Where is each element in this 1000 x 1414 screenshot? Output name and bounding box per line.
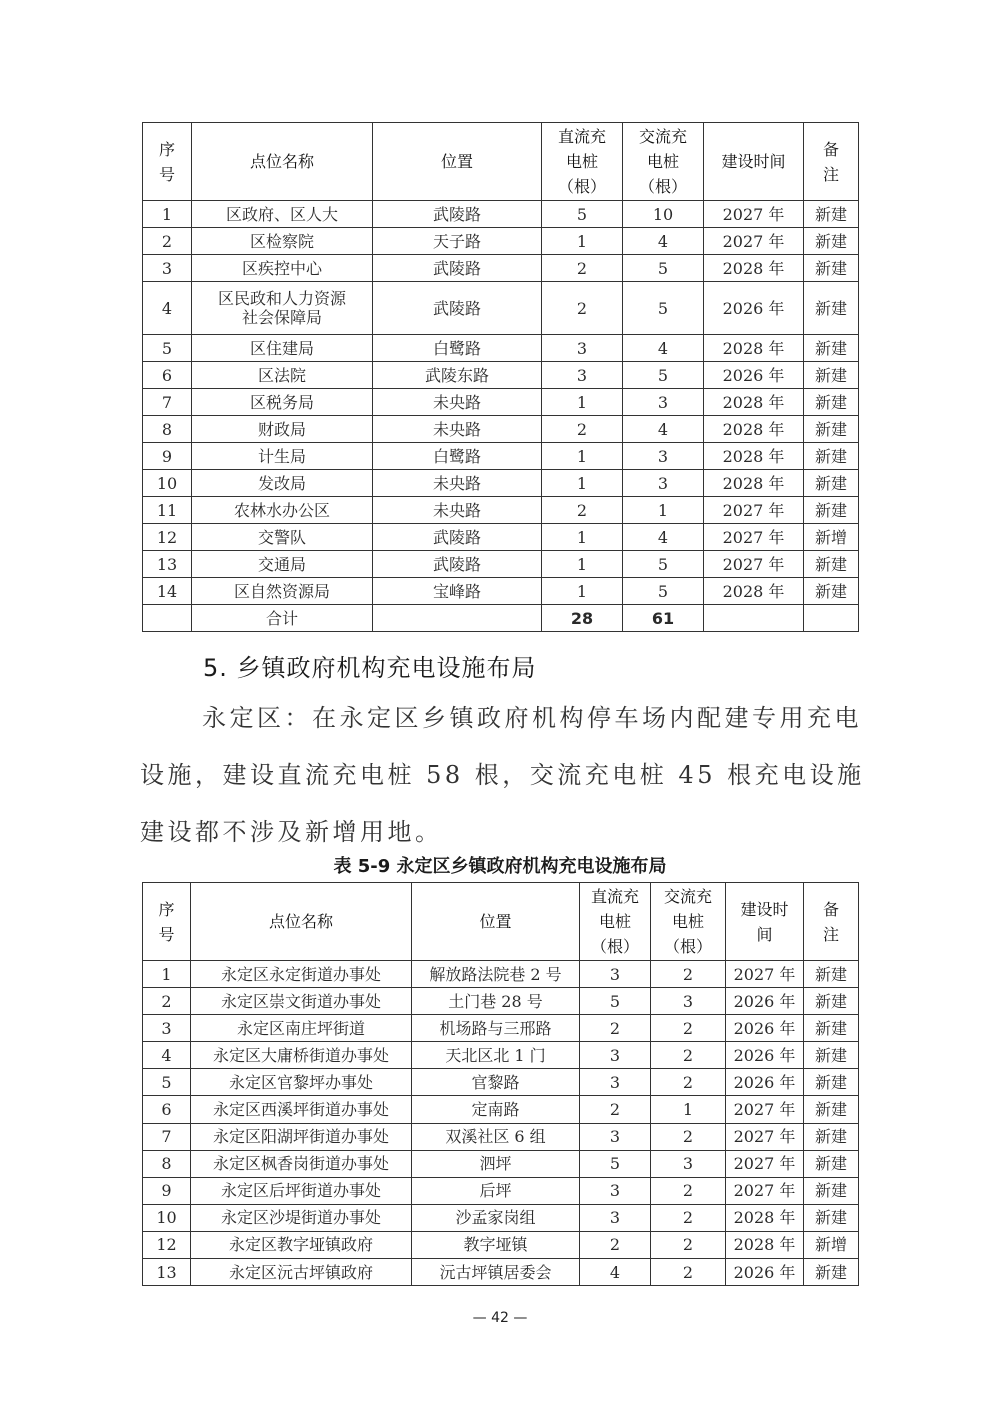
cell-site-name: 农林水办公区 bbox=[192, 497, 373, 524]
cell-location: 土门巷 28 号 bbox=[412, 988, 580, 1015]
cell-build-time: 2028 年 bbox=[704, 416, 804, 443]
cell-build-time: 2028 年 bbox=[726, 1204, 804, 1231]
cell-build-time: 2026 年 bbox=[726, 1042, 804, 1069]
cell-build-time: 2026 年 bbox=[704, 362, 804, 389]
cell-index: 10 bbox=[143, 470, 192, 497]
cell-dc-chargers: 3 bbox=[580, 1123, 651, 1150]
page-number: — 42 — bbox=[472, 1310, 528, 1326]
cell-index: 5 bbox=[143, 335, 192, 362]
cell-site-name: 永定区阳湖坪街道办事处 bbox=[191, 1123, 412, 1150]
total-time bbox=[704, 605, 804, 632]
cell-dc-chargers: 3 bbox=[542, 335, 623, 362]
cell-dc-chargers: 4 bbox=[580, 1259, 651, 1286]
cell-ac-chargers: 4 bbox=[623, 335, 704, 362]
cell-dc-chargers: 2 bbox=[542, 255, 623, 282]
cell-build-time: 2028 年 bbox=[704, 255, 804, 282]
cell-dc-chargers: 3 bbox=[580, 1204, 651, 1231]
cell-dc-chargers: 3 bbox=[580, 961, 651, 988]
table-row bbox=[143, 1123, 859, 1150]
cell-index: 14 bbox=[143, 578, 192, 605]
cell-remark: 新建 bbox=[804, 1177, 859, 1204]
cell-remark: 新建 bbox=[804, 1042, 859, 1069]
cell-location: 未央路 bbox=[373, 389, 542, 416]
cell-build-time: 2027 年 bbox=[726, 1177, 804, 1204]
cell-remark: 新建 bbox=[804, 389, 859, 416]
cell-location: 定南路 bbox=[412, 1096, 580, 1123]
cell-index: 13 bbox=[143, 1259, 191, 1286]
cell-location: 教字垭镇 bbox=[412, 1231, 580, 1258]
cell-site-name: 区住建局 bbox=[192, 335, 373, 362]
cell-build-time: 2026 年 bbox=[704, 282, 804, 335]
cell-build-time: 2026 年 bbox=[726, 1259, 804, 1286]
cell-dc-chargers: 5 bbox=[580, 1150, 651, 1177]
cell-dc-chargers: 3 bbox=[580, 1177, 651, 1204]
table-row bbox=[143, 1015, 859, 1042]
cell-site-name: 永定区永定街道办事处 bbox=[191, 961, 412, 988]
cell-dc-chargers: 3 bbox=[542, 362, 623, 389]
table-row bbox=[143, 282, 859, 335]
cell-index: 3 bbox=[143, 1015, 191, 1042]
cell-build-time: 2028 年 bbox=[704, 470, 804, 497]
cell-index: 4 bbox=[143, 282, 192, 335]
cell-site-name: 区民政和人力资源 社会保障局 bbox=[192, 282, 373, 335]
cell-ac-chargers: 2 bbox=[651, 1177, 726, 1204]
table-row bbox=[143, 988, 859, 1015]
cell-ac-chargers: 2 bbox=[651, 1231, 726, 1258]
cell-remark: 新建 bbox=[804, 1015, 859, 1042]
cell-dc-chargers: 1 bbox=[542, 470, 623, 497]
cell-dc-chargers: 1 bbox=[542, 389, 623, 416]
cell-build-time: 2027 年 bbox=[726, 1123, 804, 1150]
cell-location: 武陵路 bbox=[373, 255, 542, 282]
cell-dc-chargers: 1 bbox=[542, 524, 623, 551]
cell-location: 武陵路 bbox=[373, 524, 542, 551]
cell-index: 10 bbox=[143, 1204, 191, 1231]
table-row bbox=[143, 255, 859, 282]
total-remark bbox=[804, 605, 859, 632]
cell-build-time: 2026 年 bbox=[726, 1069, 804, 1096]
cell-ac-chargers: 5 bbox=[623, 578, 704, 605]
cell-index: 2 bbox=[143, 988, 191, 1015]
cell-site-name: 区疾控中心 bbox=[192, 255, 373, 282]
header-remark: 备 注 bbox=[804, 883, 859, 961]
cell-remark: 新建 bbox=[804, 443, 859, 470]
table-township-chargers bbox=[142, 882, 859, 1286]
cell-ac-chargers: 3 bbox=[623, 389, 704, 416]
cell-site-name: 永定区教字垭镇政府 bbox=[191, 1231, 412, 1258]
cell-index: 6 bbox=[143, 1096, 191, 1123]
table-row bbox=[143, 335, 859, 362]
cell-location: 武陵路 bbox=[373, 551, 542, 578]
cell-dc-chargers: 3 bbox=[580, 1042, 651, 1069]
cell-ac-chargers: 10 bbox=[623, 201, 704, 228]
cell-ac-chargers: 5 bbox=[623, 255, 704, 282]
cell-build-time: 2028 年 bbox=[704, 578, 804, 605]
cell-site-name: 永定区后坪街道办事处 bbox=[191, 1177, 412, 1204]
cell-ac-chargers: 5 bbox=[623, 551, 704, 578]
cell-build-time: 2027 年 bbox=[704, 551, 804, 578]
cell-remark: 新建 bbox=[804, 578, 859, 605]
cell-index: 8 bbox=[143, 1150, 191, 1177]
cell-dc-chargers: 2 bbox=[542, 497, 623, 524]
cell-index: 9 bbox=[143, 1177, 191, 1204]
cell-location: 白鹭路 bbox=[373, 335, 542, 362]
cell-site-name: 交警队 bbox=[192, 524, 373, 551]
header-index: 序 号 bbox=[143, 123, 192, 201]
cell-build-time: 2027 年 bbox=[704, 497, 804, 524]
cell-remark: 新建 bbox=[804, 988, 859, 1015]
cell-ac-chargers: 4 bbox=[623, 228, 704, 255]
cell-remark: 新建 bbox=[804, 362, 859, 389]
cell-index: 12 bbox=[143, 524, 192, 551]
cell-location: 机场路与三邢路 bbox=[412, 1015, 580, 1042]
cell-index: 12 bbox=[143, 1231, 191, 1258]
header-index: 序 号 bbox=[143, 883, 191, 961]
cell-location: 双溪社区 6 组 bbox=[412, 1123, 580, 1150]
table-row bbox=[143, 961, 859, 988]
cell-site-name: 区法院 bbox=[192, 362, 373, 389]
cell-site-name: 永定区枫香岗街道办事处 bbox=[191, 1150, 412, 1177]
table-row bbox=[143, 551, 859, 578]
cell-ac-chargers: 1 bbox=[651, 1096, 726, 1123]
table-row bbox=[143, 1042, 859, 1069]
cell-remark: 新建 bbox=[804, 961, 859, 988]
table-row bbox=[143, 228, 859, 255]
cell-site-name: 区检察院 bbox=[192, 228, 373, 255]
table-row bbox=[143, 1204, 859, 1231]
cell-location: 未央路 bbox=[373, 470, 542, 497]
cell-remark: 新建 bbox=[804, 1150, 859, 1177]
table-row bbox=[143, 1096, 859, 1123]
cell-site-name: 永定区西溪坪街道办事处 bbox=[191, 1096, 412, 1123]
cell-build-time: 2028 年 bbox=[726, 1231, 804, 1258]
cell-dc-chargers: 2 bbox=[580, 1015, 651, 1042]
table-row bbox=[143, 1069, 859, 1096]
cell-ac-chargers: 2 bbox=[651, 1259, 726, 1286]
cell-build-time: 2027 年 bbox=[704, 524, 804, 551]
cell-location: 武陵东路 bbox=[373, 362, 542, 389]
cell-site-name: 永定区沅古坪镇政府 bbox=[191, 1259, 412, 1286]
header-remark: 备 注 bbox=[804, 123, 859, 201]
cell-site-name: 永定区官黎坪办事处 bbox=[191, 1069, 412, 1096]
cell-dc-chargers: 2 bbox=[542, 416, 623, 443]
cell-ac-chargers: 2 bbox=[651, 1123, 726, 1150]
cell-ac-chargers: 4 bbox=[623, 524, 704, 551]
cell-dc-chargers: 2 bbox=[580, 1096, 651, 1123]
cell-ac-chargers: 2 bbox=[651, 961, 726, 988]
cell-index: 7 bbox=[143, 1123, 191, 1150]
cell-site-name: 永定区南庄坪街道 bbox=[191, 1015, 412, 1042]
cell-remark: 新建 bbox=[804, 1096, 859, 1123]
cell-remark: 新建 bbox=[804, 1259, 859, 1286]
cell-index: 1 bbox=[143, 961, 191, 988]
cell-remark: 新建 bbox=[804, 335, 859, 362]
cell-location: 天子路 bbox=[373, 228, 542, 255]
total-index bbox=[143, 605, 192, 632]
table-government-chargers bbox=[142, 122, 859, 632]
cell-build-time: 2027 年 bbox=[726, 1096, 804, 1123]
cell-dc-chargers: 2 bbox=[580, 1231, 651, 1258]
cell-site-name: 计生局 bbox=[192, 443, 373, 470]
total-ac: 61 bbox=[623, 605, 704, 632]
cell-ac-chargers: 3 bbox=[651, 988, 726, 1015]
cell-location: 宝峰路 bbox=[373, 578, 542, 605]
table-row bbox=[143, 470, 859, 497]
cell-build-time: 2026 年 bbox=[726, 988, 804, 1015]
cell-build-time: 2027 年 bbox=[704, 228, 804, 255]
table-row bbox=[143, 201, 859, 228]
cell-ac-chargers: 3 bbox=[623, 443, 704, 470]
cell-ac-chargers: 4 bbox=[623, 416, 704, 443]
cell-location: 泗坪 bbox=[412, 1150, 580, 1177]
cell-site-name: 区自然资源局 bbox=[192, 578, 373, 605]
cell-remark: 新建 bbox=[804, 228, 859, 255]
header-site-name: 点位名称 bbox=[191, 883, 412, 961]
cell-ac-chargers: 2 bbox=[651, 1069, 726, 1096]
cell-site-name: 区税务局 bbox=[192, 389, 373, 416]
section-heading: 5. 乡镇政府机构充电设施布局 bbox=[203, 654, 537, 682]
cell-dc-chargers: 5 bbox=[542, 201, 623, 228]
table-caption: 表 5-9 永定区乡镇政府机构充电设施布局 bbox=[333, 856, 667, 877]
header-ac-chargers: 交流充 电桩 （根） bbox=[651, 883, 726, 961]
cell-location: 天北区北 1 门 bbox=[412, 1042, 580, 1069]
cell-index: 6 bbox=[143, 362, 192, 389]
header-dc-chargers: 直流充 电桩 （根） bbox=[580, 883, 651, 961]
header-site-name: 点位名称 bbox=[192, 123, 373, 201]
cell-dc-chargers: 3 bbox=[580, 1069, 651, 1096]
table-row bbox=[143, 1150, 859, 1177]
header-build-time: 建设时间 bbox=[704, 123, 804, 201]
cell-remark: 新建 bbox=[804, 497, 859, 524]
cell-ac-chargers: 2 bbox=[651, 1015, 726, 1042]
cell-remark: 新建 bbox=[804, 416, 859, 443]
header-location: 位置 bbox=[412, 883, 580, 961]
cell-remark: 新增 bbox=[804, 1231, 859, 1258]
header-build-time: 建设时 间 bbox=[726, 883, 804, 961]
cell-dc-chargers: 1 bbox=[542, 228, 623, 255]
table-header-row bbox=[143, 123, 859, 201]
table-row bbox=[143, 497, 859, 524]
table-row bbox=[143, 416, 859, 443]
cell-ac-chargers: 3 bbox=[651, 1150, 726, 1177]
cell-ac-chargers: 1 bbox=[623, 497, 704, 524]
cell-location: 未央路 bbox=[373, 497, 542, 524]
cell-index: 7 bbox=[143, 389, 192, 416]
cell-index: 3 bbox=[143, 255, 192, 282]
cell-location: 后坪 bbox=[412, 1177, 580, 1204]
table-row bbox=[143, 524, 859, 551]
table-row bbox=[143, 1231, 859, 1258]
cell-build-time: 2028 年 bbox=[704, 389, 804, 416]
paragraph-text: 永定区：在永定区乡镇政府机构停车场内配建专用充电设施，建设直流充电桩 58 根，交流充电桩 45 根充电设施建设都不涉及新增用地。 bbox=[140, 704, 865, 846]
cell-remark: 新建 bbox=[804, 1123, 859, 1150]
section-paragraph bbox=[140, 690, 870, 861]
total-dc: 28 bbox=[542, 605, 623, 632]
cell-remark: 新建 bbox=[804, 1069, 859, 1096]
cell-site-name: 发改局 bbox=[192, 470, 373, 497]
cell-index: 9 bbox=[143, 443, 192, 470]
cell-remark: 新建 bbox=[804, 1204, 859, 1231]
cell-remark: 新建 bbox=[804, 470, 859, 497]
cell-site-name: 区政府、区人大 bbox=[192, 201, 373, 228]
cell-build-time: 2027 年 bbox=[726, 1150, 804, 1177]
table-row bbox=[143, 1259, 859, 1286]
cell-build-time: 2028 年 bbox=[704, 335, 804, 362]
cell-location: 武陵路 bbox=[373, 201, 542, 228]
cell-build-time: 2027 年 bbox=[704, 201, 804, 228]
cell-ac-chargers: 2 bbox=[651, 1204, 726, 1231]
header-dc-chargers: 直流充 电桩 （根） bbox=[542, 123, 623, 201]
table-row bbox=[143, 389, 859, 416]
cell-site-name: 财政局 bbox=[192, 416, 373, 443]
cell-remark: 新建 bbox=[804, 255, 859, 282]
cell-dc-chargers: 5 bbox=[580, 988, 651, 1015]
cell-index: 11 bbox=[143, 497, 192, 524]
cell-dc-chargers: 1 bbox=[542, 578, 623, 605]
cell-remark: 新增 bbox=[804, 524, 859, 551]
cell-remark: 新建 bbox=[804, 551, 859, 578]
cell-build-time: 2028 年 bbox=[704, 443, 804, 470]
cell-location: 白鹭路 bbox=[373, 443, 542, 470]
cell-index: 4 bbox=[143, 1042, 191, 1069]
cell-location: 武陵路 bbox=[373, 282, 542, 335]
header-location: 位置 bbox=[373, 123, 542, 201]
cell-site-name: 永定区沙堤街道办事处 bbox=[191, 1204, 412, 1231]
cell-location: 沙孟家岗组 bbox=[412, 1204, 580, 1231]
cell-remark: 新建 bbox=[804, 201, 859, 228]
cell-index: 5 bbox=[143, 1069, 191, 1096]
cell-remark: 新建 bbox=[804, 282, 859, 335]
cell-location: 未央路 bbox=[373, 416, 542, 443]
cell-ac-chargers: 5 bbox=[623, 362, 704, 389]
cell-dc-chargers: 1 bbox=[542, 443, 623, 470]
table-row bbox=[143, 1177, 859, 1204]
cell-dc-chargers: 2 bbox=[542, 282, 623, 335]
table-row bbox=[143, 362, 859, 389]
cell-index: 13 bbox=[143, 551, 192, 578]
cell-index: 1 bbox=[143, 201, 192, 228]
header-ac-chargers: 交流充 电桩 （根） bbox=[623, 123, 704, 201]
cell-dc-chargers: 1 bbox=[542, 551, 623, 578]
cell-build-time: 2027 年 bbox=[726, 961, 804, 988]
cell-location: 解放路法院巷 2 号 bbox=[412, 961, 580, 988]
cell-location: 沅古坪镇居委会 bbox=[412, 1259, 580, 1286]
table-header-row bbox=[143, 883, 859, 961]
table-total-row bbox=[143, 605, 859, 632]
cell-site-name: 永定区大庸桥街道办事处 bbox=[191, 1042, 412, 1069]
total-label: 合计 bbox=[192, 605, 373, 632]
cell-build-time: 2026 年 bbox=[726, 1015, 804, 1042]
table-row bbox=[143, 578, 859, 605]
cell-location: 官黎路 bbox=[412, 1069, 580, 1096]
table-row bbox=[143, 443, 859, 470]
cell-ac-chargers: 5 bbox=[623, 282, 704, 335]
total-location bbox=[373, 605, 542, 632]
cell-ac-chargers: 3 bbox=[623, 470, 704, 497]
cell-ac-chargers: 2 bbox=[651, 1042, 726, 1069]
cell-index: 8 bbox=[143, 416, 192, 443]
cell-index: 2 bbox=[143, 228, 192, 255]
cell-site-name: 交通局 bbox=[192, 551, 373, 578]
cell-site-name: 永定区崇文街道办事处 bbox=[191, 988, 412, 1015]
